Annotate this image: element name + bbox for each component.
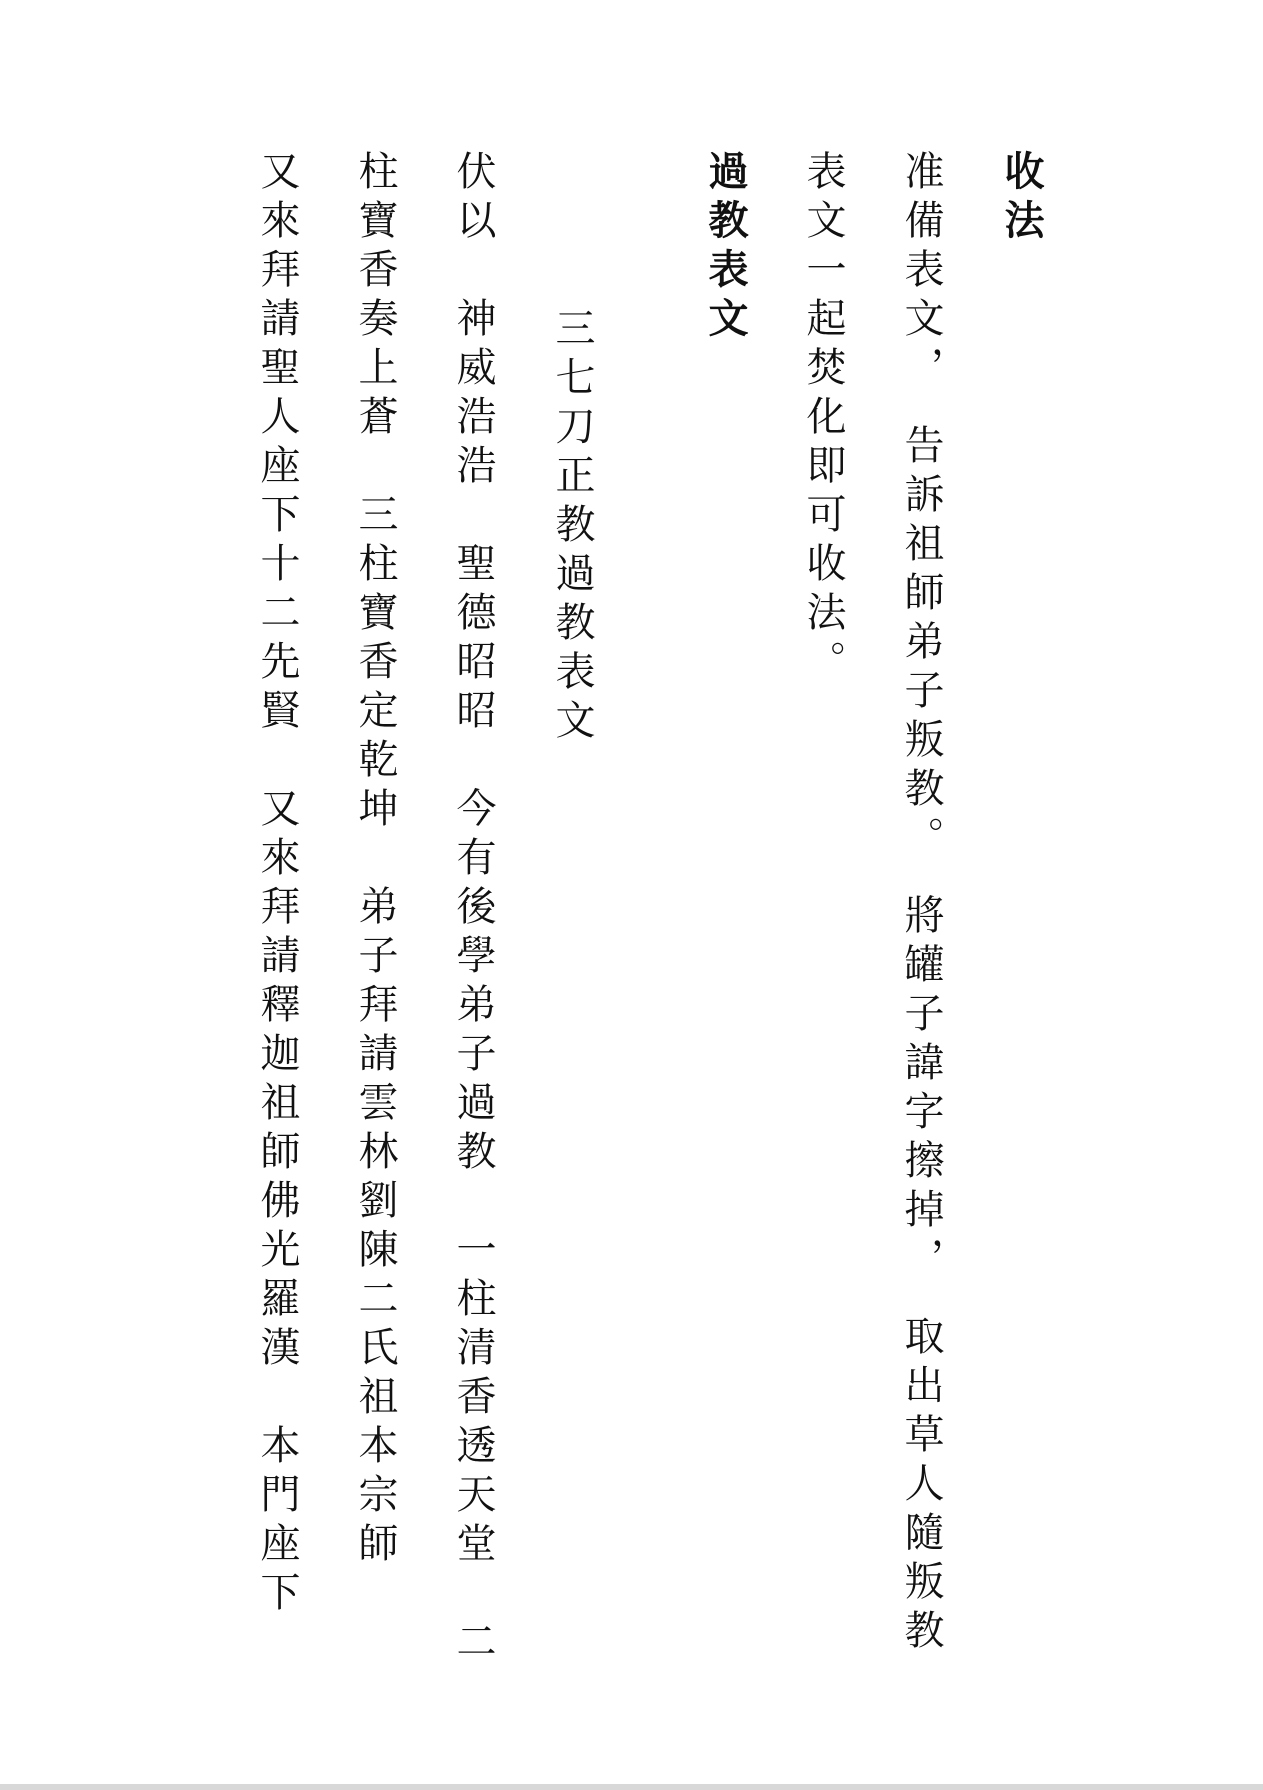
text-column: 又來拜請聖人座下十二先賢 又來拜請釋迦祖師佛光羅漢 本門座下 [254,150,300,1620]
text-column: 柱寶香奏上蒼 三柱寶香定乾坤 弟子拜請雲林劉陳二氏祖本宗師 [352,150,398,1571]
page-bottom-edge [0,1784,1263,1790]
section-heading-guojiao: 過教表文 [702,150,749,346]
section-heading-shoufa: 收法 [998,150,1045,248]
text-column: 表文一起焚化即可收法。 [800,150,846,689]
text-column: 准備表文， 告訴祖師弟子叛教。 將罐子諱字擦掉， 取出草人隨叛教 [898,150,944,1658]
document-subtitle: 三七刀正教過教表文 [549,307,595,748]
text-column: 伏以 神威浩浩 聖德昭昭 今有後學弟子過教 一柱清香透天堂 二 [450,150,496,1669]
